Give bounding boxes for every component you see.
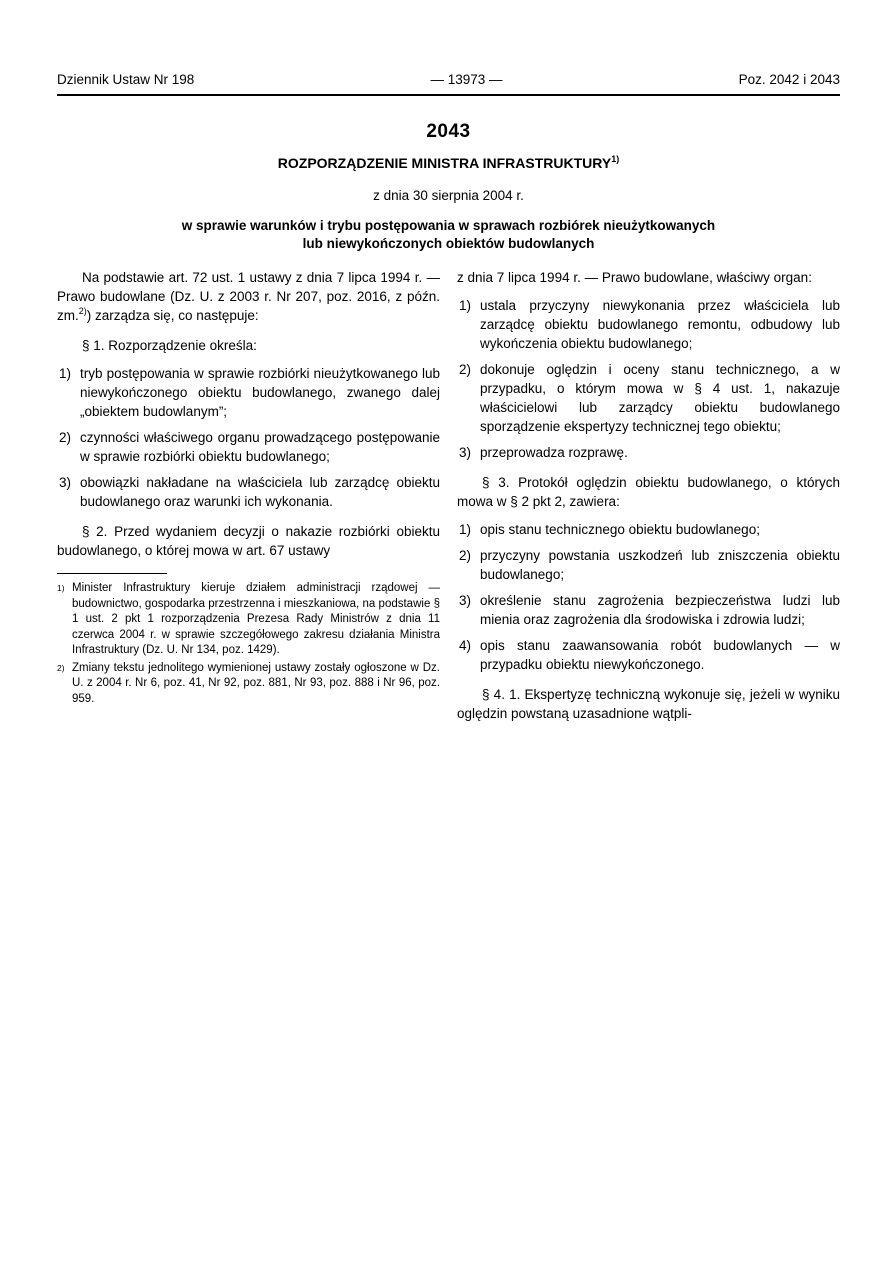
footnote-rule xyxy=(57,573,167,574)
act-title xyxy=(57,154,840,173)
list-item xyxy=(457,443,840,462)
item-marker: 1) xyxy=(59,366,72,381)
item-marker: 2) xyxy=(59,430,72,445)
list-item xyxy=(457,520,840,539)
header-rule xyxy=(57,94,840,96)
journal-title: Dziennik Ustaw Nr 198 xyxy=(57,72,195,87)
item-marker: 4) xyxy=(459,638,472,653)
item-marker: 2) xyxy=(459,548,472,563)
item-marker: 1) xyxy=(459,522,472,537)
right-column xyxy=(457,268,840,732)
intro-text-tail: ) zarządza się, co następuje: xyxy=(86,308,259,323)
list-item xyxy=(57,473,440,511)
section-3-paragraph: § 3. Protokół oględzin obiektu budowlanego, o których mowa w § 2 pkt 2, zawiera: xyxy=(457,475,840,509)
left-column xyxy=(57,268,440,732)
continuation-paragraph: z dnia 7 lipca 1994 r. — Prawo budowlane, właściwy organ: xyxy=(457,270,812,285)
page-header xyxy=(57,70,840,89)
item-text: określenie stanu zagrożenia bezpieczeństwa ludzi lub mienia oraz zagrożenia dla środowiska i zdrowia ludzi; xyxy=(480,593,840,627)
act-title-text: ROZPORZĄDZENIE MINISTRA INFRASTRUKTURY xyxy=(277,155,612,171)
intro-text: Na podstawie art. 72 ust. 1 ustawy z dnia 7 lipca 1994 r. — Prawo budowlane (Dz. U. z 2003 r. Nr 207, poz. 2016, z późn. zm. xyxy=(57,270,440,323)
list-item xyxy=(457,591,840,629)
list-item xyxy=(457,636,840,674)
act-subject-line2: lub niewykończonych obiektów budowlanych xyxy=(302,236,595,251)
act-number: 2043 xyxy=(426,121,471,142)
item-text: opis stanu technicznego obiektu budowlanego; xyxy=(480,522,760,537)
footnote-ref-1: 1) xyxy=(611,154,620,164)
list-item xyxy=(57,364,440,421)
intro-paragraph xyxy=(57,268,440,325)
footnote-text: Zmiany tekstu jednolitego wymienionej ustawy zostały ogłoszone w Dz. U. z 2004 r. Nr 6, poz. 41, Nr 92, poz. 881, Nr 93, poz. 888 i Nr 96, poz. 959. xyxy=(72,661,440,705)
footnote-ref-2: 2) xyxy=(78,306,87,316)
item-marker: 3) xyxy=(59,475,72,490)
footnote-marker: 2) xyxy=(57,662,65,673)
act-subject xyxy=(57,217,840,253)
item-marker: 2) xyxy=(459,362,472,377)
item-marker: 1) xyxy=(459,298,472,313)
section-4-paragraph: § 4. 1. Ekspertyzę techniczną wykonuje się, jeżeli w wyniku oględzin powstaną uzasadnione wątpli- xyxy=(457,687,840,721)
item-text: dokonuje oględzin i oceny stanu technicznego, a w przypadku, o którym mowa w § 4 ust. 1, nakazuje właścicielowi lub zarządcy obiektu budowlanego sporządzenie ekspertyzy technicznej tego obiektu; xyxy=(480,362,840,434)
section-2-paragraph: § 2. Przed wydaniem decyzji o nakazie rozbiórki obiektu budowlanego, o której mowa w art. 67 ustawy xyxy=(57,524,440,558)
item-text: opis stanu zaawansowania robót budowlanych — w przypadku obiektu niewykończonego. xyxy=(480,638,840,672)
footnote-marker: 1) xyxy=(57,583,65,593)
footnotes-block xyxy=(57,573,440,707)
list-item xyxy=(57,428,440,466)
item-marker: 3) xyxy=(459,593,472,608)
item-text: przeprowadza rozprawę. xyxy=(480,445,628,460)
list-item xyxy=(457,546,840,584)
list-item xyxy=(457,360,840,436)
body-columns xyxy=(57,268,840,732)
act-date: z dnia 30 sierpnia 2004 r. xyxy=(373,188,524,203)
footnote xyxy=(57,661,440,708)
item-text: czynności właściwego organu prowadzącego postępowanie w sprawie rozbiórki obiektu budowlanego; xyxy=(80,430,440,464)
act-subject-line1: w sprawie warunków i trybu postępowania w sprawach rozbiórek nieużytkowanych xyxy=(181,218,716,233)
item-text: tryb postępowania w sprawie rozbiórki nieużytkowanego lub niewykończonego obiektu budowlanego, zwanego dalej „obiektem budowlanym”; xyxy=(80,366,440,419)
item-text: przyczyny powstania uszkodzeń lub zniszczenia obiektu budowlanego; xyxy=(480,548,840,582)
footnote-text: Minister Infrastruktury kieruje działem administracji rządowej — budownictwo, gospodarka przestrzenna i mieszkaniowa, na podstawie § 1 ust. 2 pkt 1 rozporządzenia Prezesa Rady Ministrów z dnia 11 czerwca 2004 r. w sprawie szczegółowego zakresu działania Ministra Infrastruktury (Dz. U. Nr 134, poz. 1429). xyxy=(72,582,440,656)
position-numbers: Poz. 2042 i 2043 xyxy=(738,72,840,87)
page-number: — 13973 — xyxy=(430,72,503,87)
section-1-heading: § 1. Rozporządzenie określa: xyxy=(82,338,257,353)
item-text: ustala przyczyny niewykonania przez właściciela lub zarządcę obiektu budowlanego remontu, odbudowy lub wykończenia obiektu budowlanego; xyxy=(480,298,840,351)
list-item xyxy=(457,296,840,353)
footnote xyxy=(57,581,440,659)
item-text: obowiązki nakładane na właściciela lub zarządcę obiektu budowlanego oraz warunki ich wykonania. xyxy=(80,475,440,509)
item-marker: 3) xyxy=(459,445,472,460)
